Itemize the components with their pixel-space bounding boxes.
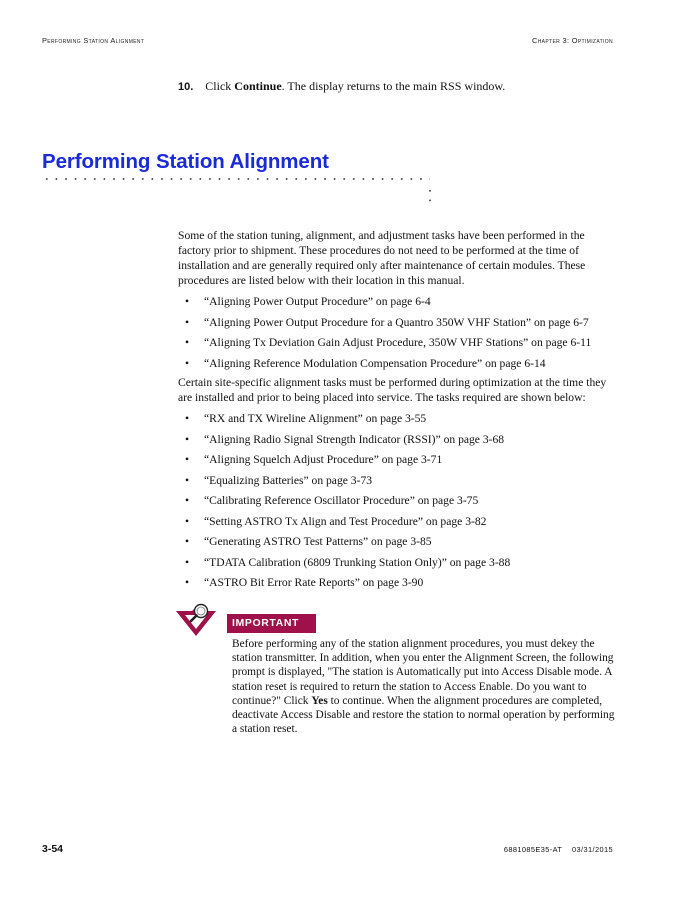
important-magnifier-icon (174, 603, 218, 637)
list-item: • “Generating ASTRO Test Patterns” on page 3-85 (178, 534, 618, 555)
running-header-right (532, 36, 613, 45)
section-title: Performing Station Alignment (42, 150, 329, 173)
list-item: • “ASTRO Bit Error Rate Reports” on page 3-90 (178, 575, 618, 596)
list-item: • “Calibrating Reference Oscillator Procedure” on page 3-75 (178, 493, 618, 514)
document-id-date: 6881085E35-AT 03/31/2015 (503, 845, 613, 854)
step-text-bold: Continue (234, 79, 282, 93)
factory-procedures-list (178, 294, 618, 376)
important-badge (227, 614, 316, 633)
list-item: • “Aligning Squelch Adjust Procedure” on page 3-71 (178, 452, 618, 473)
step-number: 10. (178, 81, 194, 93)
important-text-part1: Before performing any of the station alignment procedures, you must dekey the station transmitter. In addition, when you enter the Alignment Screen, the following prompt is displayed, "The station is Automatically put into Access Disable mode. A station reset is required to return the station to Access Enable. Do you want to continue?" Click (232, 638, 614, 707)
dotted-rule-horizontal (42, 178, 430, 180)
dotted-rule-vertical (429, 186, 431, 206)
header-left-text: Performing Station Alignment (42, 36, 145, 45)
important-text-part2: to continue. When the alignment procedures are completed, deactivate Access Disable and restore the station to normal operation by performing a station reset. (232, 694, 615, 736)
step-text-post: . The display returns to the main RSS window. (281, 79, 506, 93)
list-item: • “Aligning Power Output Procedure for a Quantro 350W VHF Station” on page 6-7 (178, 315, 618, 336)
list-item: • “Aligning Tx Deviation Gain Adjust Procedure, 350W VHF Stations” on page 6-11 (178, 335, 618, 356)
step-10 (178, 79, 505, 94)
list-item: • “Aligning Reference Modulation Compensation Procedure” on page 6-14 (178, 356, 618, 377)
page-number: 3-54 (42, 843, 64, 855)
list-item: • “RX and TX Wireline Alignment” on page 3-55 (178, 411, 618, 432)
important-note-text (232, 637, 618, 736)
intro-paragraph: Some of the station tuning, alignment, and adjustment tasks have been performed in the factory prior to shipment. These procedures do not need to be performed at the time of installation and are generally required only after maintenance of certain modules. These procedures are listed below with their location in this manual. (178, 229, 586, 288)
list-item: • “Aligning Radio Signal Strength Indicator (RSSI)” on page 3-68 (178, 432, 618, 453)
header-right-text: Chapter 3: Optimization (532, 36, 613, 45)
site-specific-paragraph: Certain site-specific alignment tasks must be performed during optimization at the time they are installed and prior to being placed into service. The tasks required are shown below: (178, 376, 607, 405)
running-header-left (42, 36, 144, 45)
list-item: • “Setting ASTRO Tx Align and Test Procedure” on page 3-82 (178, 514, 618, 535)
list-item: • “Aligning Power Output Procedure” on page 6-4 (178, 294, 618, 315)
list-item: • “Equalizing Batteries” on page 3-73 (178, 473, 618, 494)
step-text-pre: Click (205, 79, 235, 93)
important-label: IMPORTANT (232, 617, 300, 629)
site-tasks-list (178, 411, 618, 596)
important-text-yes: Yes (311, 694, 328, 707)
list-item: • “TDATA Calibration (6809 Trunking Station Only)” on page 3-88 (178, 555, 618, 576)
